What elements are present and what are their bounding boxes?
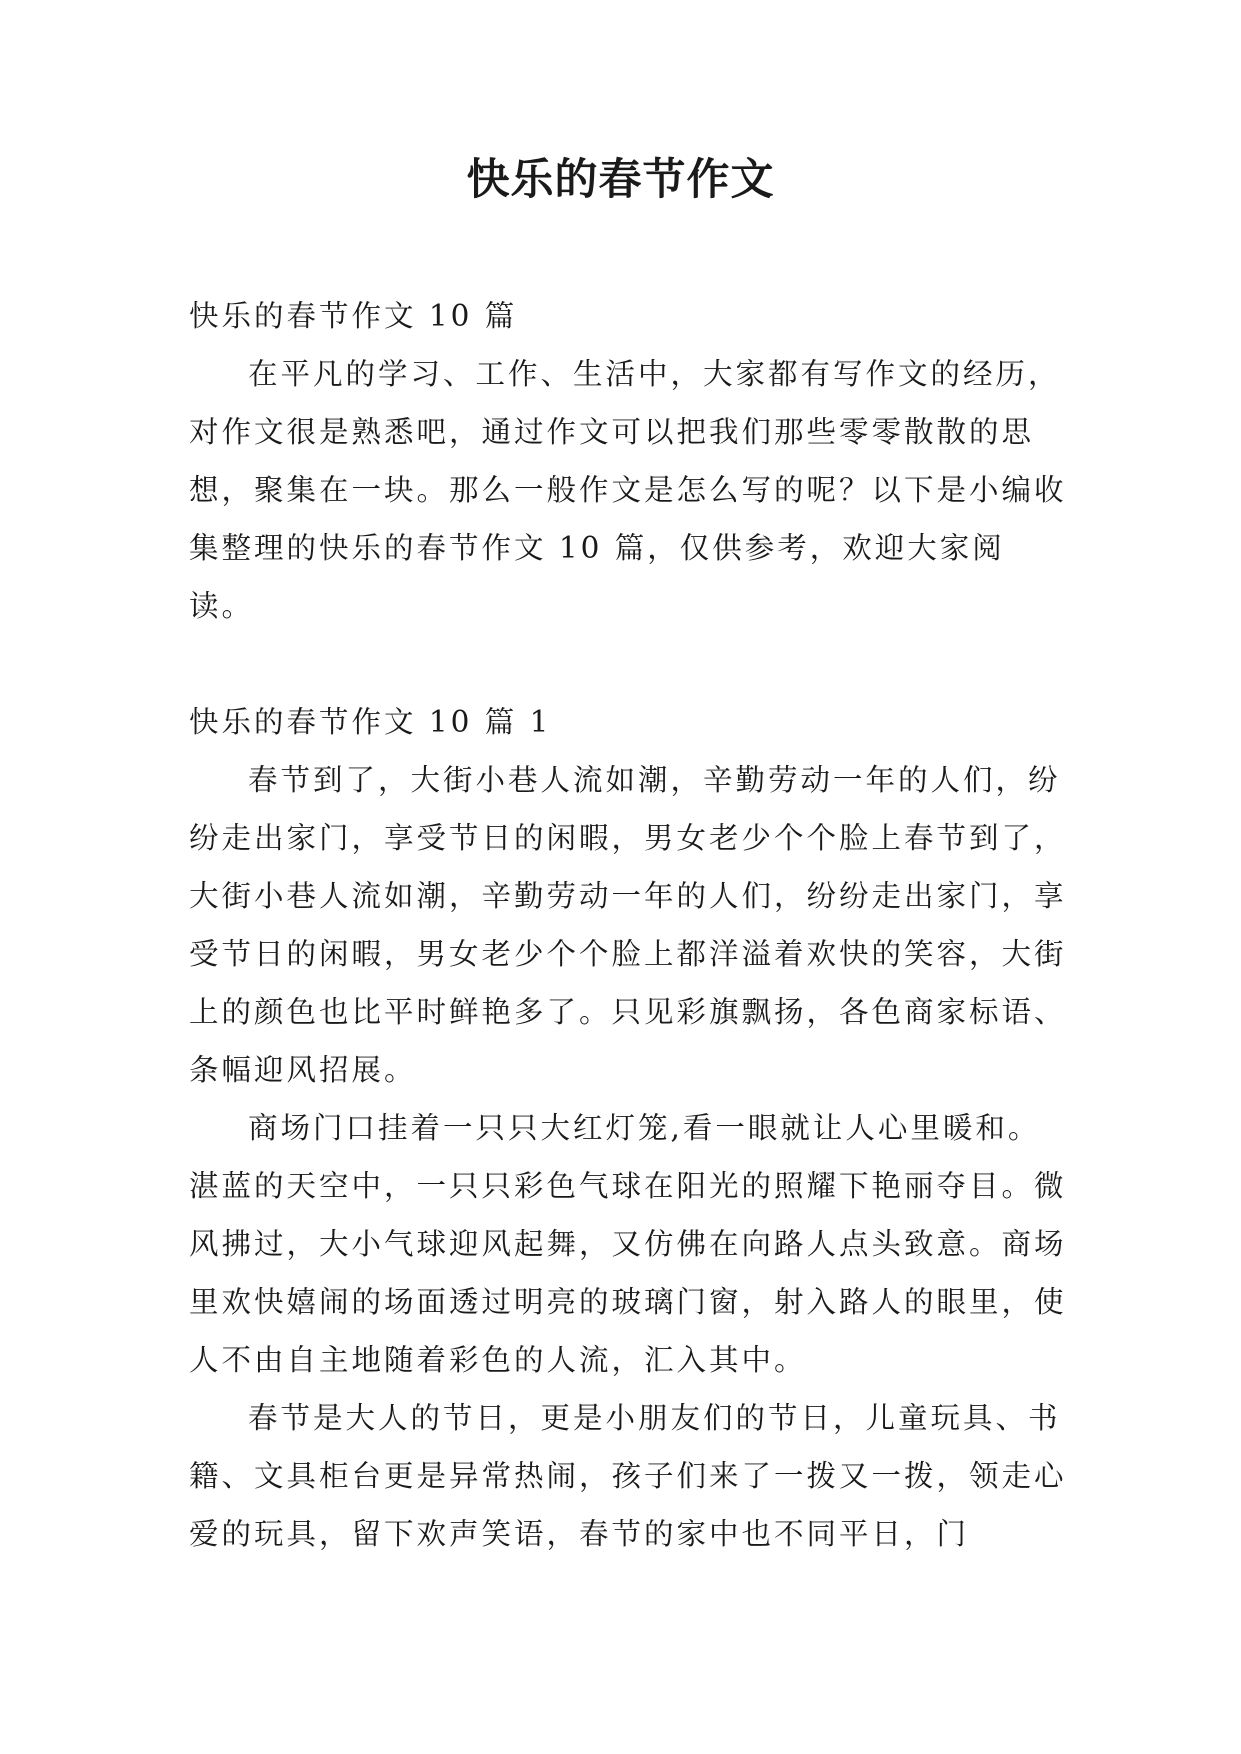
body-paragraph-1: 春节到了，大街小巷人流如潮，辛勤劳动一年的人们，纷纷走出家门，享受节日的闲暇，男女老少个个脸上春节到了，大街小巷人流如潮，辛勤劳动一年的人们，纷纷走出家门，享受节日的闲暇，男女老少个个脸上都洋溢着欢快的笑容，大街上的颜色也比平时鲜艳多了。只见彩旗飘扬，各色商家标语、条幅迎风招展。 [189, 763, 1067, 1087]
section-spacer [189, 635, 1069, 693]
intro-paragraph: 在平凡的学习、工作、生活中，大家都有写作文的经历，对作文很是熟悉吧，通过作文可以把我们那些零零散散的思想，聚集在一块。那么一般作文是怎么写的呢？以下是小编收集整理的快乐的春节作文 10 篇，仅供参考，欢迎大家阅读。 [189, 357, 1067, 623]
document-title: 快乐的春节作文 [466, 155, 775, 205]
intro-heading: 快乐的春节作文 10 篇 [189, 299, 518, 333]
section-heading: 快乐的春节作文 10 篇 1 [189, 705, 552, 739]
body-paragraph-2: 商场门口挂着一只只大红灯笼,看一眼就让人心里暖和。湛蓝的天空中，一只只彩色气球在阳光的照耀下艳丽夺目。微风拂过，大小气球迎风起舞，又仿佛在向路人点头致意。商场里欢快嬉闹的场面透过明亮的玻璃门窗，射入路人的眼里，使人不由自主地随着彩色的人流，汇入其中。 [189, 1111, 1067, 1377]
body-paragraph-3: 春节是大人的节日，更是小朋友们的节日，儿童玩具、书籍、文具柜台更是异常热闹，孩子们来了一拨又一拨，领走心爱的玩具，留下欢声笑语，春节的家中也不同平日，门 [189, 1401, 1067, 1551]
document-body [189, 287, 1069, 1563]
